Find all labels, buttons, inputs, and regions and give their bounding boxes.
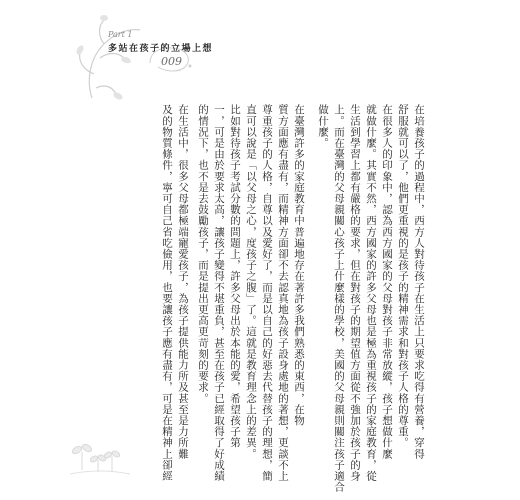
text-column: 上。而在臺灣的父母親關心孩子上什麼樣的學校，美國的父母親則關注孩子適合 xyxy=(333,104,345,493)
text-column: 質方面應有盡有，而精神方面卻不去認真地為孩子設身處地的著想，更談不上 xyxy=(277,104,289,482)
text-column: 及的物質條件，寧可自己省吃儉用，也要讓孩子應有盡有，可是在精神上卻經 xyxy=(161,104,173,482)
text-column: 就做什麼。其實不然，西方國家的許多父母也是極為重視孩子的家庭教育，從 xyxy=(365,104,377,482)
text-column: 的情況下，也不是去鼓勵孩子，而是提出更高更苛刻的要求。 xyxy=(197,104,209,404)
text-column: 舒服就可以了，他們更重視的是孩子的精神需求和對孩子人格的尊重。 xyxy=(397,104,409,449)
text-column: 尊重孩子的人格，自尊以及愛好了，而是以自己的好惡去代替孩子的理想，簡 xyxy=(261,104,273,482)
text-column: 直可以說是「以父母之心，度孩子之腹」了。這就是教育理念上的差異。 xyxy=(245,104,257,460)
text-column: 比如對待孩子考試分數的問題上，許多父母出於本能的愛，希望孩子第 xyxy=(229,104,241,449)
page-number: 009 xyxy=(161,55,182,68)
text-column: 做什麼。 xyxy=(317,104,329,149)
vertical-text-body xyxy=(160,104,425,493)
text-column: 在臺灣許多的家庭教育中普遍地存在著許多我們熟悉的東西，在物 xyxy=(293,104,305,426)
text-column: 在生活中，很多父母都極端寵愛孩子，為孩子提供能力所及甚至是力所難 xyxy=(177,104,189,460)
text-column: 在培養孩子的過程中，西方人對待孩子在生活上只要求吃得有營養，穿得 xyxy=(413,104,425,460)
chapter-title: 多站在孩子的立場上想 xyxy=(108,44,214,54)
text-column: 在很多人的印象中，認為西方國家的父母對孩子非常放縱，孩子想做什麼 xyxy=(381,104,393,460)
text-column: 生活到學習上都有嚴格的要求，但在對孩子的期望值方面從不強加於孩子的身 xyxy=(349,104,361,482)
part-label: Part 1 xyxy=(108,30,133,39)
text-column: 一，可是由於要求太高，讓孩子變得不堪重負，甚至在孩子已經取得了好成績 xyxy=(213,104,225,482)
